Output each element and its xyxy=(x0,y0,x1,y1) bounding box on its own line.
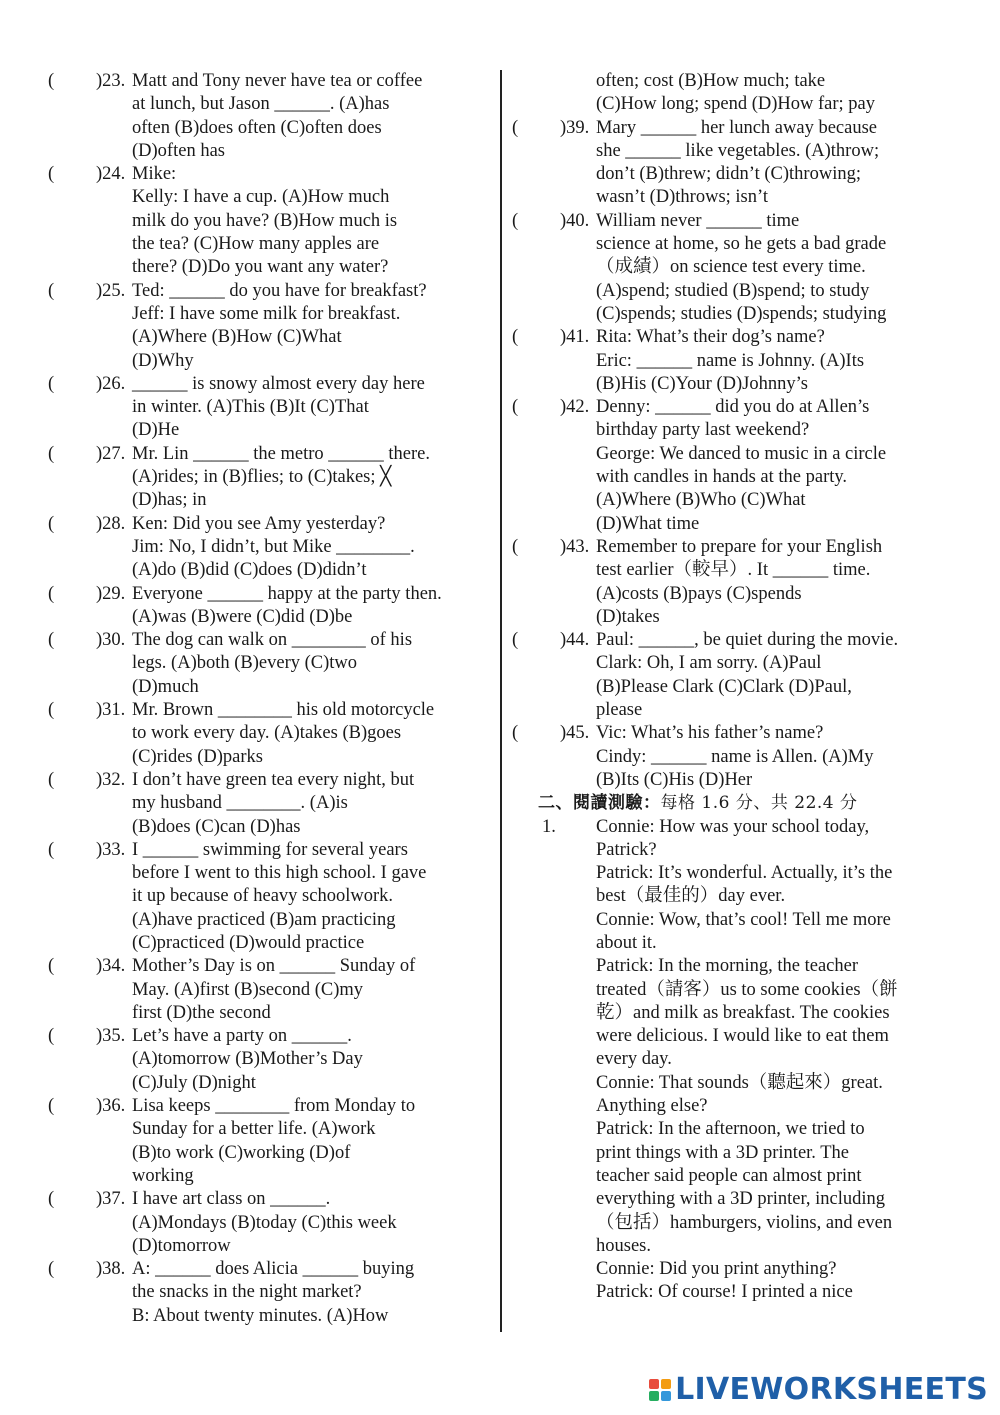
question-26 xyxy=(48,373,488,443)
question-number: )42. xyxy=(560,397,590,418)
question-text-line: (B)Please Clark (C)Clark (D)Paul, xyxy=(596,676,852,697)
reading-text-line: houses. xyxy=(596,1235,651,1256)
reading-text-line: Patrick? xyxy=(596,839,657,860)
question-text-line: A: ______ does Alicia ______ buying xyxy=(132,1259,415,1280)
question-text-line: milk do you have? (B)How much is xyxy=(132,210,398,231)
question-text-line: (C)rides (D)parks xyxy=(132,746,263,767)
answer-blank-39[interactable]: ( xyxy=(512,117,519,138)
reading-lines xyxy=(596,816,937,1305)
answer-blank-38[interactable]: ( xyxy=(48,1259,55,1280)
answer-blank-36[interactable]: ( xyxy=(48,1096,55,1117)
question-number: )43. xyxy=(560,536,590,557)
question-40 xyxy=(512,210,937,326)
question-34 xyxy=(48,955,488,1025)
answer-blank-27[interactable]: ( xyxy=(48,443,55,464)
question-number: )41. xyxy=(560,327,590,348)
question-text-line: (D)takes xyxy=(596,606,660,627)
reading-text-line: Connie: How was your school today, xyxy=(596,816,870,837)
logo-square xyxy=(661,1379,671,1389)
reading-text-line: were delicious. I would like to eat them xyxy=(596,1026,889,1047)
question-text-line: often (B)does often (C)often does xyxy=(132,117,382,138)
reading-text-line: about it. xyxy=(596,932,657,953)
question-45 xyxy=(512,722,937,792)
question-28 xyxy=(48,513,488,583)
question-31 xyxy=(48,699,488,769)
question-text-line: Clark: Oh, I am sorry. (A)Paul xyxy=(596,653,822,674)
question-41 xyxy=(512,326,937,396)
question-text-line: （成績）on science test every time. xyxy=(596,257,866,278)
reading-number: 1. xyxy=(542,816,556,837)
question-text-line: (D)Why xyxy=(132,350,194,371)
question-text-line: (A)Where (B)How (C)What xyxy=(132,327,342,348)
question-23 xyxy=(48,70,488,163)
reading-text-line: 乾）and milk as breakfast. The cookies xyxy=(596,1002,890,1023)
question-text-line: (B)to work (C)working (D)of xyxy=(132,1142,351,1163)
question-number: )40. xyxy=(560,210,590,231)
question-32 xyxy=(48,769,488,839)
question-text-line: (C)spends; studies (D)spends; studying xyxy=(596,303,887,324)
question-24 xyxy=(48,163,488,279)
question-number: )36. xyxy=(96,1096,126,1117)
question-text-line: at lunch, but Jason ______. (A)has xyxy=(132,94,390,115)
question-number: )25. xyxy=(96,280,126,301)
reading-text-line: （包括）hamburgers, violins, and even xyxy=(596,1212,893,1233)
question-number: )29. xyxy=(96,583,126,604)
question-text-line: (A)do (B)did (C)does (D)didn’t xyxy=(132,560,367,581)
logo-square xyxy=(649,1379,659,1389)
reading-text-line: Patrick: In the afternoon, we tried to xyxy=(596,1119,865,1140)
answer-blank-29[interactable]: ( xyxy=(48,583,55,604)
question-number: )23. xyxy=(96,71,126,91)
question-number: )30. xyxy=(96,630,126,651)
question-text-line: Mary ______ her lunch away because xyxy=(596,117,877,138)
question-number: )38. xyxy=(96,1259,126,1280)
answer-blank-25[interactable]: ( xyxy=(48,280,55,301)
reading-text-line: Patrick: It’s wonderful. Actually, it’s the xyxy=(596,863,893,884)
question-text-line: Ken: Did you see Amy yesterday? xyxy=(132,513,386,534)
brand-name: LIVEWORKSHEETS xyxy=(675,1372,988,1407)
answer-blank-42[interactable]: ( xyxy=(512,397,519,418)
question-text-line: Denny: ______ did you do at Allen’s xyxy=(596,397,870,418)
question-text-line: (D)tomorrow xyxy=(132,1235,231,1256)
logo-square xyxy=(649,1391,659,1401)
question-35 xyxy=(48,1025,488,1095)
logo-square xyxy=(661,1391,671,1401)
question-text-line: (D)often has xyxy=(132,140,225,161)
answer-blank-31[interactable]: ( xyxy=(48,700,55,721)
section-title: 二、閱讀測驗： xyxy=(538,793,661,814)
answer-blank-43[interactable]: ( xyxy=(512,536,519,557)
question-number: )24. xyxy=(96,164,126,185)
question-text-line: (C)July (D)night xyxy=(132,1072,256,1093)
question-30 xyxy=(48,629,488,699)
answer-blank-37[interactable]: ( xyxy=(48,1189,55,1210)
question-44 xyxy=(512,629,937,722)
answer-blank-30[interactable]: ( xyxy=(48,630,55,651)
question-text-line: William never ______ time xyxy=(596,210,800,231)
question-text-line: The dog can walk on ________ of his xyxy=(132,630,413,651)
question-43 xyxy=(512,536,937,629)
question-text-line: (A)costs (B)pays (C)spends xyxy=(596,583,802,604)
answer-blank-33[interactable]: ( xyxy=(48,839,55,860)
answer-blank-34[interactable]: ( xyxy=(48,956,55,977)
question-text-line: first (D)the second xyxy=(132,1002,271,1023)
left-column xyxy=(48,70,488,1328)
answer-blank-44[interactable]: ( xyxy=(512,630,519,651)
right-question-list xyxy=(512,117,937,793)
question-text-line: (A)Mondays (B)today (C)this week xyxy=(132,1212,397,1233)
question-text-line: there? (D)Do you want any water? xyxy=(132,257,389,278)
question-text-line: Vic: What’s his father’s name? xyxy=(596,723,824,744)
question-text-line: (A)spend; studied (B)spend; to study xyxy=(596,280,870,301)
reading-text-line: Patrick: In the morning, the teacher xyxy=(596,956,858,977)
reading-text-line: Anything else? xyxy=(596,1096,708,1117)
question-text-line: she ______ like vegetables. (A)throw; xyxy=(596,140,880,161)
answer-blank-26[interactable]: ( xyxy=(48,373,55,394)
question-text-line: (A)tomorrow (B)Mother’s Day xyxy=(132,1049,363,1070)
question-text-line: Lisa keeps ________ from Monday to xyxy=(132,1096,416,1117)
question-text-line: Ted: ______ do you have for breakfast? xyxy=(132,280,427,301)
question-text-line: Sunday for a better life. (A)work xyxy=(132,1119,376,1140)
reading-text-line: print things with a 3D printer. The xyxy=(596,1142,849,1163)
question-text-line: (D)has; in xyxy=(132,490,207,511)
column-divider xyxy=(500,70,502,1332)
question-33 xyxy=(48,839,488,955)
question-text-line: (A)have practiced (B)am practicing xyxy=(132,909,396,930)
question-text-line: (A)was (B)were (C)did (D)be xyxy=(132,606,353,627)
question-text-line: (D)much xyxy=(132,676,199,697)
question-text-line: (A)rides; in (B)flies; to (C)takes; ╳ xyxy=(132,467,392,488)
liveworksheets-brand[interactable] xyxy=(649,1372,988,1407)
question-number: )35. xyxy=(96,1026,126,1047)
question-number: )45. xyxy=(560,723,590,744)
section-score: 每格 1.6 分、共 22.4 分 xyxy=(660,793,858,814)
question-text-line: (C)How long; spend (D)How far; pay xyxy=(596,94,875,115)
question-text-line: don’t (B)threw; didn’t (C)throwing; xyxy=(596,164,861,185)
reading-text-line: treated（請客）us to some cookies（餅 xyxy=(596,979,898,1000)
question-37 xyxy=(48,1188,488,1258)
question-number: )31. xyxy=(96,700,126,721)
question-text-line: Rita: What’s their dog’s name? xyxy=(596,327,825,348)
question-text-line: Mike: xyxy=(132,164,177,185)
question-number: )39. xyxy=(560,117,590,138)
question-text-line: (A)Where (B)Who (C)What xyxy=(596,490,806,511)
question-text-line: please xyxy=(596,700,643,721)
question-text-line: often; cost (B)How much; take xyxy=(596,71,826,91)
question-text-line: before I went to this high school. I gave xyxy=(132,863,427,884)
question-text-line: with candles in hands at the party. xyxy=(596,467,848,488)
question-text-line: Everyone ______ happy at the party then. xyxy=(132,583,442,604)
question-text-line: Jeff: I have some milk for breakfast. xyxy=(132,303,401,324)
question-text-line: it up because of heavy schoolwork. xyxy=(132,886,393,907)
reading-text-line: Connie: Did you print anything? xyxy=(596,1259,837,1280)
question-text-line: my husband ________. (A)is xyxy=(132,793,348,814)
reading-text-line: everything with a 3D printer, including xyxy=(596,1189,886,1210)
answer-blank-23[interactable]: ( xyxy=(48,71,55,91)
answer-blank-45[interactable]: ( xyxy=(512,723,519,744)
question-text-line: science at home, so he gets a bad grade xyxy=(596,234,887,255)
reading-text-line: teacher said people can almost print xyxy=(596,1165,862,1186)
question-39 xyxy=(512,117,937,210)
reading-text-line: Connie: Wow, that’s cool! Tell me more xyxy=(596,909,891,930)
question-number: )33. xyxy=(96,839,126,860)
question-text-line: George: We danced to music in a circle xyxy=(596,443,887,464)
question-text-line: Eric: ______ name is Johnny. (A)Its xyxy=(596,350,865,371)
reading-text-line: Connie: That sounds（聽起來）great. xyxy=(596,1072,883,1093)
question-number: )27. xyxy=(96,443,126,464)
reading-text-line: Patrick: Of course! I printed a nice xyxy=(596,1282,853,1303)
question-text-line: Remember to prepare for your English xyxy=(596,536,883,557)
question-text-line: Mr. Brown ________ his old motorcycle xyxy=(132,700,435,721)
question-text-line: Kelly: I have a cup. (A)How much xyxy=(132,187,390,208)
question-text-line: legs. (A)both (B)every (C)two xyxy=(132,653,358,674)
question-number: )44. xyxy=(560,630,590,651)
question-text-line: wasn’t (D)throws; isn’t xyxy=(596,187,768,208)
right-column xyxy=(512,70,937,1305)
answer-blank-28[interactable]: ( xyxy=(48,513,55,534)
question-text-line: (B)does (C)can (D)has xyxy=(132,816,301,837)
reading-text-line: every day. xyxy=(596,1049,672,1070)
question-text-line: I don’t have green tea every night, but xyxy=(132,769,415,790)
question-42 xyxy=(512,396,937,536)
answer-blank-24[interactable]: ( xyxy=(48,164,55,185)
question-text-line: test earlier（較早）. It ______ time. xyxy=(596,560,871,581)
answer-blank-40[interactable]: ( xyxy=(512,210,519,231)
question-text-line: ______ is snowy almost every day here xyxy=(132,373,425,394)
question-text-line: B: About twenty minutes. (A)How xyxy=(132,1305,389,1326)
question-text-line: (D)He xyxy=(132,420,180,441)
question-number: )26. xyxy=(96,373,126,394)
question-text-line: I ______ swimming for several years xyxy=(132,839,408,860)
question-text-line: (C)practiced (D)would practice xyxy=(132,932,365,953)
question-text-line: Let’s have a party on ______. xyxy=(132,1026,352,1047)
question-38-continuation xyxy=(512,70,937,117)
question-text-line: Mr. Lin ______ the metro ______ there. xyxy=(132,443,431,464)
question-text-line: (B)Its (C)His (D)Her xyxy=(596,769,753,790)
question-27 xyxy=(48,443,488,513)
question-38 xyxy=(48,1258,488,1328)
question-text-line: I have art class on ______. xyxy=(132,1189,331,1210)
answer-blank-35[interactable]: ( xyxy=(48,1026,55,1047)
question-number: )28. xyxy=(96,513,126,534)
question-text-line: working xyxy=(132,1165,194,1186)
question-number: )32. xyxy=(96,769,126,790)
question-text-line: birthday party last weekend? xyxy=(596,420,810,441)
question-text-line: Mother’s Day is on ______ Sunday of xyxy=(132,956,416,977)
question-36 xyxy=(48,1095,488,1188)
question-number: )37. xyxy=(96,1189,126,1210)
question-text-line: Jim: No, I didn’t, but Mike ________. xyxy=(132,536,415,557)
question-29 xyxy=(48,583,488,630)
question-25 xyxy=(48,280,488,373)
question-text-line: (D)What time xyxy=(596,513,700,534)
section-heading xyxy=(512,792,937,815)
answer-blank-41[interactable]: ( xyxy=(512,327,519,348)
reading-passage xyxy=(512,816,937,1305)
answer-blank-32[interactable]: ( xyxy=(48,769,55,790)
liveworksheets-logo-icon xyxy=(649,1379,671,1401)
reading-text-line: best（最佳的）day ever. xyxy=(596,886,786,907)
question-text-line: Paul: ______, be quiet during the movie. xyxy=(596,630,899,651)
question-text-line: in winter. (A)This (B)It (C)That xyxy=(132,397,369,418)
question-text-line: Cindy: ______ name is Allen. (A)My xyxy=(596,746,874,767)
left-question-list xyxy=(48,70,488,1328)
question-text-line: May. (A)first (B)second (C)my xyxy=(132,979,364,1000)
question-text-line: the tea? (C)How many apples are xyxy=(132,234,380,255)
question-text-line: Matt and Tony never have tea or coffee xyxy=(132,71,423,91)
question-text-line: the snacks in the night market? xyxy=(132,1282,362,1303)
question-text-line: (B)His (C)Your (D)Johnny’s xyxy=(596,373,808,394)
question-number: )34. xyxy=(96,956,126,977)
question-text-line: to work every day. (A)takes (B)goes xyxy=(132,723,402,744)
